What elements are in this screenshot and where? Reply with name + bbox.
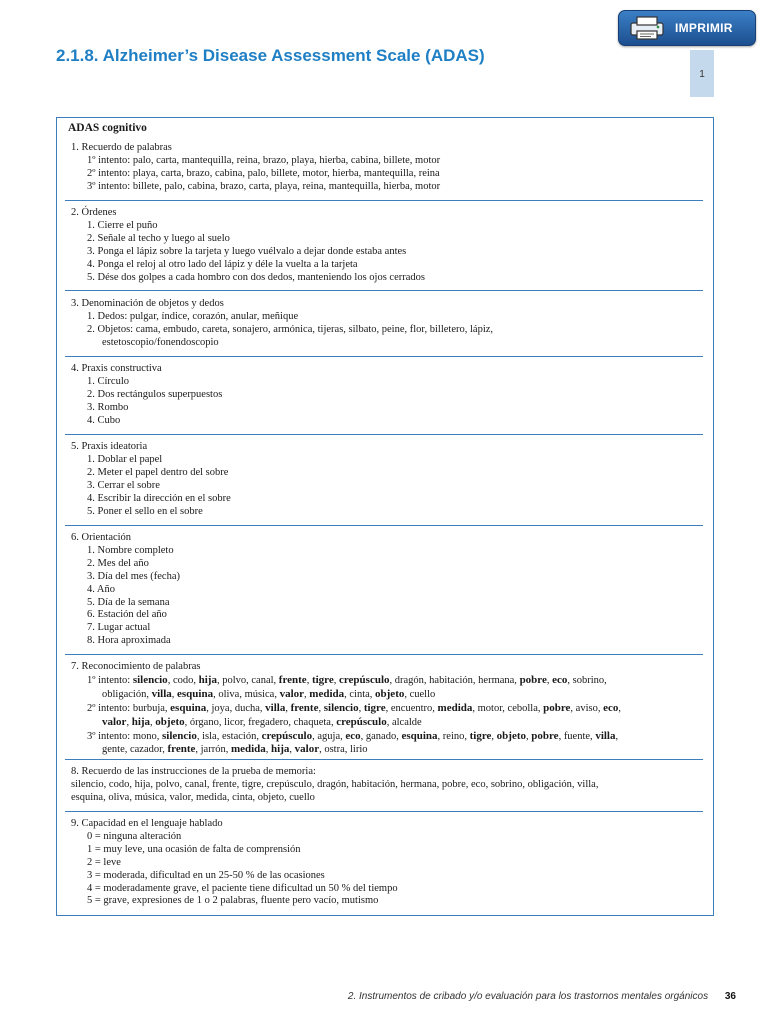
section-line: 5. Día de la semana: [87, 596, 170, 608]
section-line: valor, hija, objeto, órgano, licor, fregadero, chaqueta, crepúsculo, alcalde: [102, 715, 422, 728]
section-heading: 4. Praxis constructiva: [71, 363, 162, 374]
box-title: ADAS cognitivo: [68, 122, 147, 134]
section-line: 2. Meter el papel dentro del sobre: [87, 466, 229, 478]
highlighted-word: objeto: [496, 729, 526, 742]
section-line: 1. Cierre el puño: [87, 219, 158, 231]
section-5: [71, 441, 699, 518]
highlighted-word: tigre: [311, 673, 334, 686]
divider: [65, 811, 703, 812]
highlighted-word: villa: [595, 729, 616, 742]
section-heading: 2. Órdenes: [71, 207, 117, 218]
page-number: 36: [724, 991, 736, 1002]
page-title: 2.1.8. Alzheimer’s Disease Assessment Scale (ADAS): [56, 46, 485, 65]
section-line: 4 = moderadamente grave, el paciente tiene dificultad un 50 % del tiempo: [87, 882, 398, 894]
highlighted-word: crepúsculo: [336, 715, 387, 728]
highlighted-word: esquina: [401, 729, 438, 742]
section-line: 7. Lugar actual: [87, 622, 151, 634]
section-3: [71, 298, 699, 350]
highlighted-word: villa: [151, 687, 172, 700]
section-heading: 7. Reconocimiento de palabras: [71, 661, 201, 672]
highlighted-word: silencio: [132, 673, 168, 686]
highlighted-word: villa: [265, 701, 286, 714]
adas-box: [56, 117, 714, 916]
section-heading: 3. Denominación de objetos y dedos: [71, 298, 224, 309]
section-line: 4. Escribir la dirección en el sobre: [87, 492, 231, 504]
page-footer: [348, 991, 736, 1002]
print-label: IMPRIMIR: [675, 21, 733, 35]
highlighted-word: eco: [552, 673, 568, 686]
highlighted-word: hija: [271, 743, 290, 756]
highlighted-word: pobre: [543, 701, 571, 714]
highlighted-word: tigre: [363, 701, 386, 714]
section-line: 2 = leve: [87, 856, 121, 868]
section-line: 4. Ponga el reloj al otro lado del lápiz y déle la vuelta a la tarjeta: [87, 258, 358, 270]
highlighted-word: frente: [167, 743, 196, 756]
section-line: 2º intento: burbuja, esquina, joya, ducha, villa, frente, silencio, tigre, encuentro, medida, motor, cebolla, pobre, aviso, eco,: [87, 701, 621, 714]
section-line: gente, cazador, frente, jarrón, medida, hija, valor, ostra, lirio: [102, 743, 368, 756]
highlighted-word: eco: [603, 701, 619, 714]
highlighted-word: frente: [278, 673, 307, 686]
section-line: 3. Cerrar el sobre: [87, 479, 160, 491]
section-line: 3º intento: billete, palo, cabina, brazo, carta, playa, reina, mantequilla, hierba, motor: [87, 180, 441, 192]
section-line: 3. Rombo: [87, 401, 129, 413]
section-4: [71, 363, 699, 428]
section-heading: 9. Capacidad en el lenguaje hablado: [71, 818, 223, 829]
section-line: 3º intento: mono, silencio, isla, estación, crepúsculo, aguja, eco, ganado, esquina, reino, tigre, objeto, pobre, fuente, villa,: [87, 729, 619, 742]
divider: [65, 759, 703, 760]
highlighted-word: silencio: [162, 729, 197, 742]
section-line: 5 = grave, expresiones de 1 o 2 palabras, fluente pero vacío, mutismo: [87, 895, 379, 907]
printer-icon: [627, 13, 667, 43]
highlighted-word: crepúsculo: [338, 673, 390, 686]
section-line: 1º intento: palo, carta, mantequilla, reina, brazo, playa, hierba, cabina, billete, motor: [87, 154, 441, 166]
footer-text: 2. Instrumentos de cribado y/o evaluación para los trastornos mentales orgánicos: [347, 991, 709, 1002]
divider: [65, 356, 703, 357]
page-tab[interactable]: 1: [690, 50, 714, 97]
section-line: 1. Nombre completo: [87, 544, 174, 556]
highlighted-word: medida: [230, 743, 266, 756]
highlighted-word: valor: [279, 687, 305, 700]
section-line: 4. Año: [87, 583, 116, 595]
section-line: esquina, oliva, música, valor, medida, cinta, objeto, cuello: [71, 791, 315, 803]
section-line: silencio, codo, hija, polvo, canal, frente, tigre, crepúsculo, dragón, habitación, hermana, pobre, eco, sobrino, obligación, villa,: [71, 778, 599, 790]
section-line: obligación, villa, esquina, oliva, música, valor, medida, cinta, objeto, cuello: [102, 687, 436, 700]
highlighted-word: pobre: [531, 729, 559, 742]
section-line: 8. Hora aproximada: [87, 635, 171, 647]
highlighted-word: medida: [437, 701, 473, 714]
highlighted-word: hija: [198, 673, 217, 686]
section-line: 4. Cubo: [87, 414, 121, 426]
section-line: 2. Señale al techo y luego al suelo: [87, 232, 230, 244]
highlighted-word: hija: [131, 715, 151, 728]
section-line: 3. Ponga el lápiz sobre la tarjeta y luego vuélvalo a dejar donde estaba antes: [87, 245, 407, 257]
print-button[interactable]: [618, 10, 756, 46]
section-heading: 5. Praxis ideatoria: [71, 441, 148, 452]
section-line: 3. Día del mes (fecha): [87, 570, 180, 582]
highlighted-word: valor: [294, 743, 320, 756]
section-line: 2º intento: playa, carta, brazo, cabina, palo, billete, motor, hierba, mantequilla, reina: [87, 167, 440, 179]
section-line: 2. Mes del año: [87, 557, 149, 569]
section-line: 1º intento: silencio, codo, hija, polvo, canal, frente, tigre, crepúsculo, dragón, habitación, hermana, pobre, eco, sobrino,: [87, 673, 607, 686]
section-line: 3 = moderada, dificultad en un 25-50 % de las ocasiones: [87, 869, 325, 881]
section-line: 6. Estación del año: [87, 609, 167, 621]
highlighted-word: esquina: [170, 701, 207, 714]
section-line: 5. Dése dos golpes a cada hombro con dos dedos, manteniendo los ojos cerrados: [87, 271, 425, 283]
highlighted-word: tigre: [469, 729, 492, 742]
highlighted-word: eco: [345, 729, 361, 742]
highlighted-word: valor: [102, 715, 127, 728]
highlighted-word: objeto: [375, 687, 405, 700]
section-7: [71, 661, 699, 757]
section-heading: 1. Recuerdo de palabras: [71, 142, 172, 153]
divider: [65, 200, 703, 201]
section-line: 1 = muy leve, una ocasión de falta de comprensión: [87, 843, 301, 855]
highlighted-word: medida: [309, 687, 345, 700]
section-heading: 6. Orientación: [71, 532, 132, 543]
section-line: estetoscopio/fonendoscopio: [102, 336, 219, 348]
divider: [65, 290, 703, 291]
divider: [65, 654, 703, 655]
highlighted-word: frente: [290, 701, 319, 714]
highlighted-word: objeto: [155, 715, 185, 728]
section-line: 2. Objetos: cama, embudo, careta, sonajero, armónica, tijeras, silbato, peine, flor, billetero, lápiz,: [87, 323, 494, 335]
highlighted-word: crepúsculo: [261, 729, 313, 742]
section-line: 5. Poner el sello en el sobre: [87, 505, 203, 517]
section-2: [71, 207, 699, 284]
divider: [65, 525, 703, 526]
section-line: 2. Dos rectángulos superpuestos: [87, 388, 223, 400]
divider: [65, 434, 703, 435]
section-heading: 8. Recuerdo de las instrucciones de la prueba de memoria:: [71, 766, 316, 777]
section-1: [71, 142, 699, 194]
section-line: 1. Dedos: pulgar, índice, corazón, anular, meñique: [87, 310, 299, 322]
highlighted-word: esquina: [177, 687, 214, 700]
section-line: 1. Círculo: [87, 375, 129, 387]
highlighted-word: pobre: [519, 673, 547, 686]
section-9: [71, 818, 699, 908]
highlighted-word: silencio: [323, 701, 359, 714]
section-line: 0 = ninguna alteración: [87, 830, 182, 842]
section-8: [71, 766, 699, 805]
section-6: [71, 532, 699, 648]
section-line: 1. Doblar el papel: [87, 453, 163, 465]
